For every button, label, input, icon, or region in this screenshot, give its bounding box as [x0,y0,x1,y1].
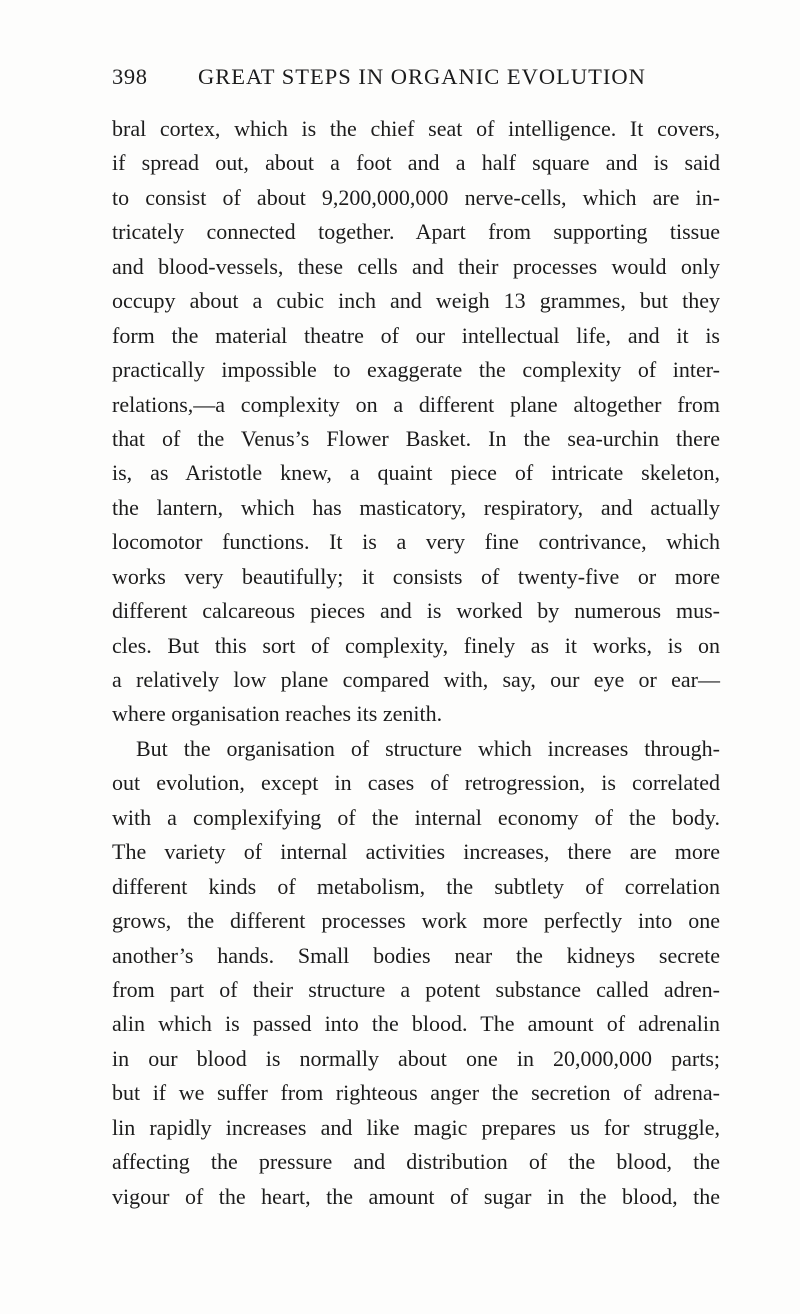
running-head [112,64,712,94]
text-line: occupy about a cubic inch and weigh 13 grammes, but they [112,288,720,314]
text-line: vigour of the heart, the amount of sugar in the blood, the [112,1183,720,1209]
text-line: bral cortex, which is the chief seat of intelligence. It covers, [112,116,720,141]
body-text [112,112,720,1214]
text-line: practically impossible to exaggerate the complexity of inter- [112,357,720,383]
paragraph-end-line: where organisation reaches its zenith. [112,701,443,727]
text-line: and blood-vessels, these cells and their processes would only [112,253,720,279]
text-line: the lantern, which has masticatory, respiratory, and actually [112,494,720,520]
paragraph-start-line: But the organisation of structure which increases through- [136,735,720,761]
text-line: from part of their structure a potent substance called adren- [112,976,720,1002]
text-line: another’s hands. Small bodies near the kidneys secrete [112,942,720,968]
text-line: in our blood is normally about one in 20,000,000 parts; [112,1045,720,1071]
text-line: works very beautifully; it consists of twenty-five or more [112,563,720,589]
text-line: if spread out, about a foot and a half square and is said [112,150,720,176]
text-line: The variety of internal activities increases, there are more [112,839,720,865]
text-line: form the material theatre of our intellectual life, and it is [112,322,720,348]
text-line: a relatively low plane compared with, say, our eye or ear— [112,667,720,692]
text-line: with a complexifying of the internal economy of the body. [112,804,720,830]
text-line: is, as Aristotle knew, a quaint piece of intricate skeleton, [112,460,720,486]
text-line: alin which is passed into the blood. The amount of adrenalin [112,1011,720,1037]
text-line: out evolution, except in cases of retrogression, is correlated [112,770,720,796]
text-line: locomotor functions. It is a very fine contrivance, which [112,529,720,555]
text-line: cles. But this sort of complexity, finely as it works, is on [112,632,720,658]
text-line: different kinds of metabolism, the subtlety of correlation [112,873,720,899]
text-line: that of the Venus’s Flower Basket. In the sea-urchin there [112,425,720,451]
running-title: GREAT STEPS IN ORGANIC EVOLUTION [198,64,646,89]
text-line: different calcareous pieces and is worked by numerous mus- [112,598,720,624]
page-number: 398 [112,64,148,89]
text-line: to consist of about 9,200,000,000 nerve-cells, which are in- [112,184,720,210]
text-line: relations,—a complexity on a different plane altogether from [112,391,720,417]
text-line: tricately connected together. Apart from supporting tissue [112,219,720,245]
text-line: affecting the pressure and distribution of the blood, the [112,1149,720,1175]
text-line: grows, the different processes work more perfectly into one [112,908,720,934]
text-line: but if we suffer from righteous anger the secretion of adrena- [112,1080,720,1106]
text-line: lin rapidly increases and like magic prepares us for struggle, [112,1114,720,1140]
